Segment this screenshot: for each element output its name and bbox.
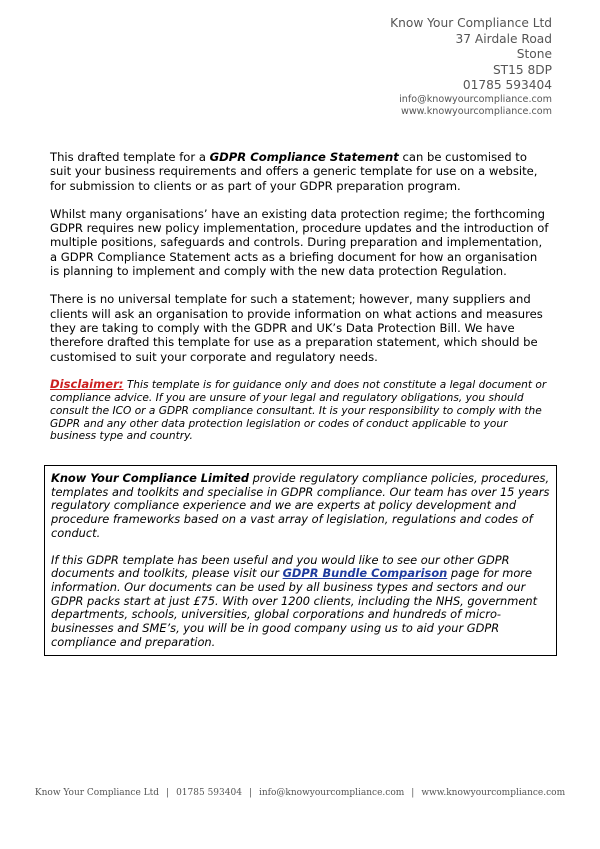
town: Stone <box>516 47 552 62</box>
footer-separator: | <box>411 788 415 798</box>
footer-phone: 01785 593404 <box>176 788 242 798</box>
about-text: provide regulatory compliance policies, procedures, templates and toolkits and specialise in GDPR compliance. Our team has over 15 years regulatory compliance experience and we are experts at policy development and procedure frameworks based on a vast array of legislation, regulations and codes of conduct. <box>51 471 550 540</box>
company-name-bold: Know Your Compliance Limited <box>51 471 250 485</box>
intro-text-start: This drafted template for a <box>50 150 210 164</box>
intro-text-end: can be customised to suit your business requirements and offers a generic template for use on a website, for submission to clients or as part of your GDPR preparation program. <box>50 150 538 193</box>
footer-separator: | <box>166 788 170 798</box>
bundle-text-end: page for more information. Our documents can be used by all business types and sectors and our GDPR packs start at just £75. With over 1200 clients, including the NHS, government departments, schools, universities, global corporations and hundreds of micro-businesses and SME’s, you will be in good company using us to aid your GDPR compliance and preparation. <box>51 566 538 649</box>
website-address[interactable]: www.knowyourcompliance.com <box>400 105 552 117</box>
template-paragraph: There is no universal template for such a statement; however, many suppliers and clients will ask an organisation to provide information on what actions and measures they are taking to comply with the GDPR and UK’s Data Protection Bill. We have therefore drafted this template for use as a preparation statement, which should be customised to suit your corporate and regulatory needs. <box>50 292 543 364</box>
intro-paragraph <box>50 150 550 193</box>
statement-title: GDPR Compliance Statement <box>209 150 399 164</box>
gdpr-bundle-comparison-link[interactable]: GDPR Bundle Comparison <box>282 566 448 581</box>
disclaimer-label: Disclaimer: <box>50 376 124 391</box>
phone-number: 01785 593404 <box>462 78 552 93</box>
disclaimer-paragraph <box>50 378 550 444</box>
letterhead-address <box>390 16 552 118</box>
bundle-paragraph <box>51 554 550 650</box>
footer-email[interactable]: info@knowyourcompliance.com <box>258 788 405 798</box>
document-body <box>50 150 550 457</box>
company-name: Know Your Compliance Ltd <box>390 16 552 30</box>
footer-website[interactable]: www.knowyourcompliance.com <box>421 788 566 798</box>
page-footer <box>0 788 600 798</box>
postcode: ST15 8DP <box>492 62 552 77</box>
footer-separator: | <box>248 788 252 798</box>
regime-paragraph: Whilst many organisations’ have an existing data protection regime; the forthcoming GDPR requires new policy implementation, procedure updates and the introduction of multiple positions, safeguards and controls. During preparation and implementation, a GDPR Compliance Statement acts as a briefing document for how an organisation is planning to implement and comply with the new data protection Regulation. <box>50 206 549 279</box>
street-address: 37 Airdale Road <box>455 31 552 46</box>
about-paragraph <box>51 472 550 541</box>
disclaimer-text: This template is for guidance only and does not constitute a legal document or compliance advice. If you are unsure of your legal and regulatory obligations, you should consult the ICO or a GDPR compliance consultant. It is your responsibility to comply with the GDPR and any other data protection legislation or codes of conduct applicable to your business type and country. <box>50 378 547 443</box>
company-info-box <box>44 465 557 656</box>
email-address[interactable]: info@knowyourcompliance.com <box>399 93 552 105</box>
bundle-text-start: If this GDPR template has been useful and you would like to see our other GDPR documents and toolkits, please visit our <box>51 552 510 581</box>
footer-company: Know Your Compliance Ltd <box>34 788 160 798</box>
